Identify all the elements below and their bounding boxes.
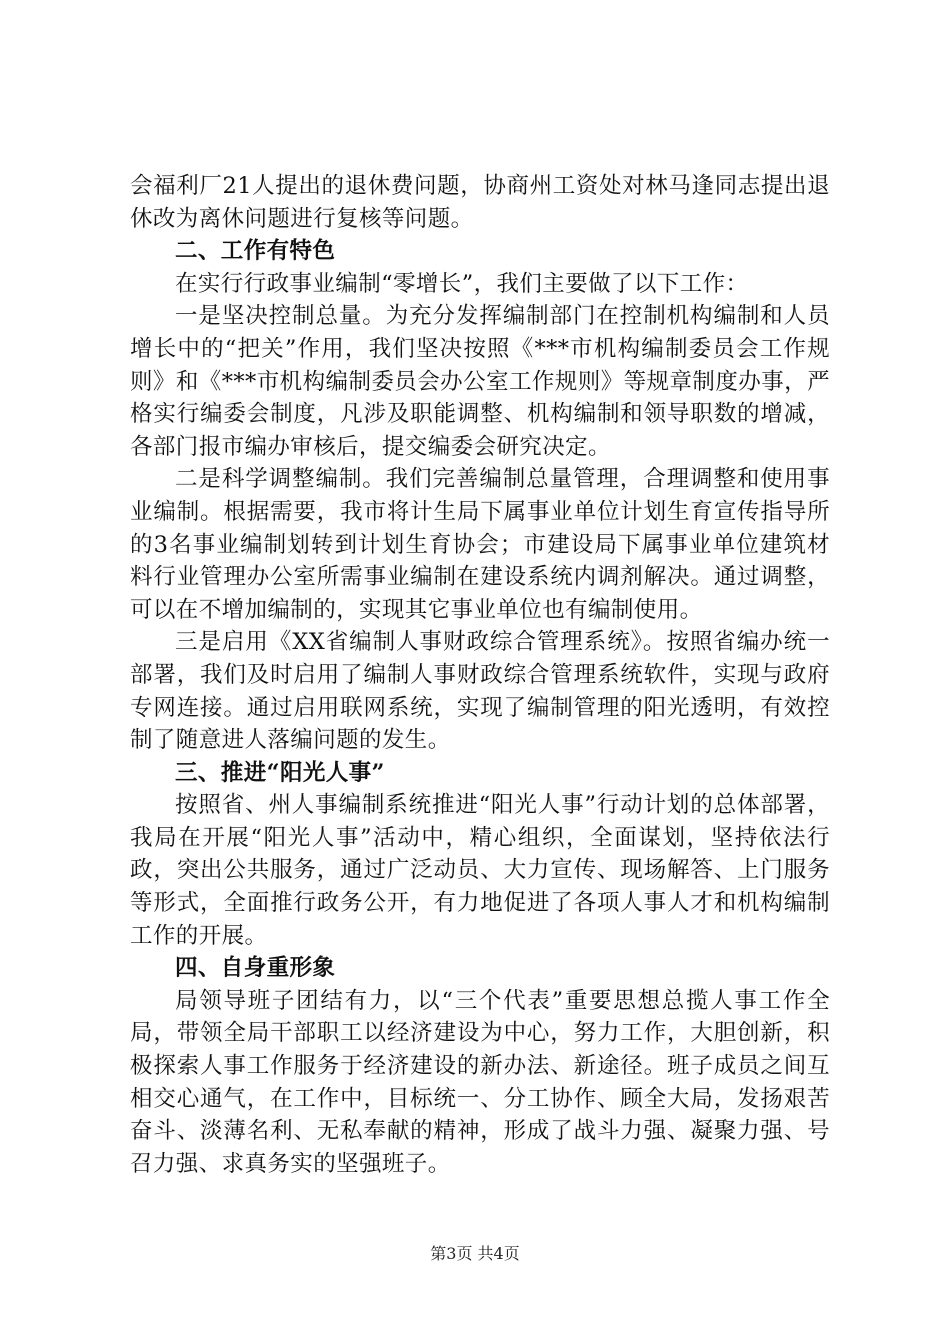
paragraph-continuation: 会福利厂21人提出的退休费问题，协商州工资处对林马逢同志提出退休改为离休问题进行复核等问题。 xyxy=(130,173,830,232)
paragraph-control-total: 一是坚决控制总量。为充分发挥编制部门在控制机构编制和人员增长中的“把关”作用，我们坚决按照《***市机构编制委员会工作规则》和《***市机构编制委员会办公室工作规则》等规章制度办事，严格实行编委会制度，凡涉及职能调整、机构编制和领导职数的增减，各部门报市编办审核后，提交编委会研究决定。 xyxy=(130,303,830,460)
paragraph-adjust-staffing: 二是科学调整编制。我们完善编制总量管理，合理调整和使用事业编制。根据需要，我市将计生局下属事业单位计划生育宣传指导所的3名事业编制划转到计划生育协会；市建设局下属事业单位建筑材料行业管理办公室所需事业编制在建设系统内调剂解决。通过调整，可以在不增加编制的，实现其它事业单位也有编制使用。 xyxy=(130,466,830,623)
paragraph-management-system: 三是启用《XX省编制人事财政综合管理系统》。按照省编办统一部署，我们及时启用了编制人事财政综合管理系统软件，实现与政府专网连接。通过启用联网系统，实现了编制管理的阳光透明，有效控制了随意进人落编问题的发生。 xyxy=(130,629,830,754)
section-heading-3: 三、推进“阳光人事” xyxy=(175,759,385,786)
section-heading-2: 二、工作有特色 xyxy=(175,238,336,265)
paragraph-self-image: 局领导班子团结有力，以“三个代表”重要思想总揽人事工作全局，带领全局干部职工以经济建设为中心，努力工作，大胆创新，积极探索人事工作服务于经济建设的新办法、新途径。班子成员之间互相交心通气，在工作中，目标统一、分工协作、顾全大局，发扬艰苦奋斗、淡薄名利、无私奉献的精神，形成了战斗力强、凝聚力强、号召力强、求真务实的坚强班子。 xyxy=(130,987,830,1177)
section-heading-4: 四、自身重形象 xyxy=(175,955,336,982)
document-body xyxy=(130,170,830,1180)
paragraph-intro: 在实行行政事业编制“零增长”，我们主要做了以下工作： xyxy=(175,270,749,297)
paragraph-sunshine-personnel: 按照省、州人事编制系统推进“阳光人事”行动计划的总体部署，我局在开展“阳光人事”活动中，精心组织，全面谋划，坚持依法行政，突出公共服务，通过广泛动员、大力宣传、现场解答、上门服务等形式，全面推行政务公开，有力地促进了各项人事人才和机构编制工作的开展。 xyxy=(130,792,830,949)
page-number-footer: 第3页 共4页 xyxy=(430,1244,520,1263)
